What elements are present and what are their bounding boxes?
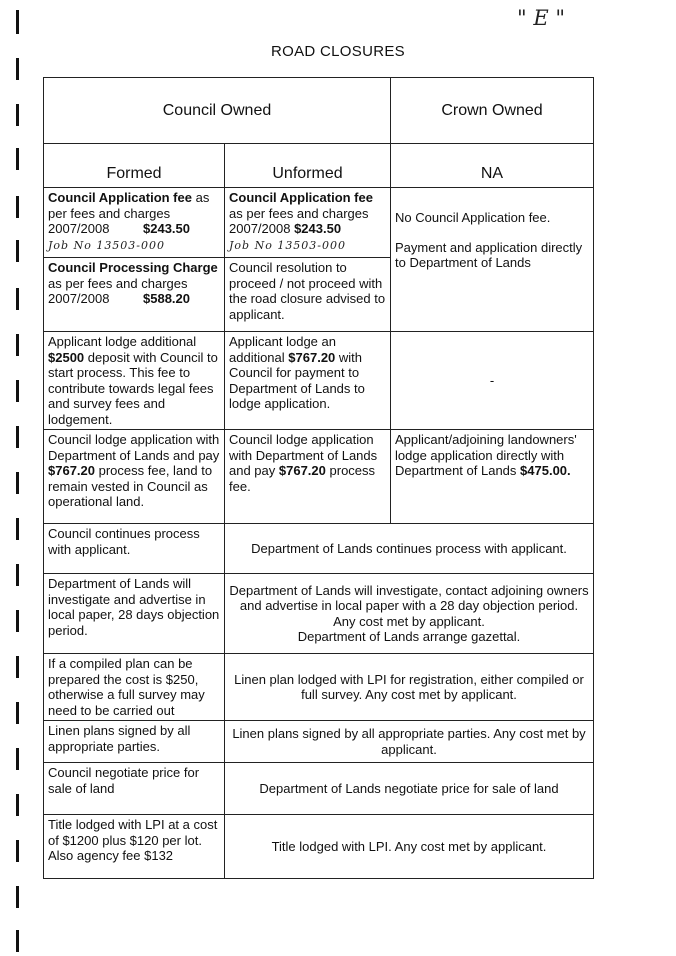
margin-mark (16, 564, 19, 586)
cell-crown-application-fee: No Council Application fee. Payment and application directly to Department of Lands (391, 188, 594, 332)
cell-formed-title-lodged: Title lodged with LPI at a cost of $1200 plus $120 per lot. Also agency fee $132 (44, 815, 225, 879)
cell-formed-linen-signed: Linen plans signed by all appropriate parties. (44, 721, 225, 763)
table-row (44, 78, 594, 144)
margin-mark (16, 58, 19, 80)
cell-formed-negotiate-price: Council negotiate price for sale of land (44, 763, 225, 815)
cell-crown-dash: - (391, 332, 594, 430)
margin-mark (16, 10, 19, 34)
margin-mark (16, 472, 19, 494)
margin-mark (16, 702, 19, 724)
page-title: ROAD CLOSURES (271, 43, 405, 60)
margin-mark (16, 840, 19, 862)
cell-crown-lodge-application: Applicant/adjoining landowners' lodge application directly with Department of Lands $475.00. (391, 430, 594, 524)
cell-unformed-resolution: Council resolution to proceed / not proceed with the road closure advised to applicant. (225, 258, 391, 332)
table-row (44, 815, 594, 879)
margin-mark (16, 196, 19, 218)
margin-mark (16, 380, 19, 402)
table-row (44, 574, 594, 654)
margin-mark (16, 288, 19, 310)
header-council-owned: Council Owned (44, 78, 391, 144)
table-row (44, 144, 594, 188)
cell-lands-negotiate-price: Department of Lands negotiate price for sale of land (225, 763, 594, 815)
margin-mark (16, 426, 19, 448)
cell-lands-continues: Department of Lands continues process with applicant. (225, 524, 594, 574)
table-row (44, 332, 594, 430)
header-crown-owned: Crown Owned (391, 78, 594, 144)
margin-mark (16, 104, 19, 126)
header-na: NA (391, 144, 594, 188)
cell-lands-linen-plan: Linen plan lodged with LPI for registration, either compiled or full survey. Any cost met by applicant. (225, 654, 594, 721)
header-formed: Formed (44, 144, 225, 188)
margin-mark (16, 240, 19, 262)
table-row (44, 430, 594, 524)
cell-formed-processing-charge: Council Processing Charge as per fees and charges 2007/2008 $588.20 (44, 258, 225, 332)
cell-unformed-additional-fee: Applicant lodge an additional $767.20 with Council for payment to Department of Lands to lodge application. (225, 332, 391, 430)
margin-mark (16, 886, 19, 908)
cell-formed-deposit: Applicant lodge additional $2500 deposit with Council to start process. This fee to contribute towards legal fees and survey fees and lodgement. (44, 332, 225, 430)
margin-mark (16, 610, 19, 632)
cell-formed-continues: Council continues process with applicant. (44, 524, 225, 574)
cell-lands-linen-signed: Linen plans signed by all appropriate parties. Any cost met by applicant. (225, 721, 594, 763)
handwritten-annotation: " E " (517, 6, 565, 30)
cell-formed-compiled-plan: If a compiled plan can be prepared the cost is $250, otherwise a full survey may need to be carried out (44, 654, 225, 721)
margin-mark (16, 148, 19, 170)
table-row (44, 524, 594, 574)
table-row (44, 654, 594, 721)
cell-formed-investigate: Department of Lands will investigate and advertise in local paper, 28 days objection period. (44, 574, 225, 654)
cell-unformed-application-fee: Council Application fee as per fees and charges 2007/2008 $243.50 Job No 13503-000 (225, 188, 391, 258)
margin-mark (16, 794, 19, 816)
margin-mark (16, 748, 19, 770)
cell-unformed-lodge-application: Council lodge application with Department of Lands and pay $767.20 process fee. (225, 430, 391, 524)
handwritten-job-number: Job No 13503-000 (48, 238, 166, 252)
margin-mark (16, 518, 19, 540)
cell-lands-investigate: Department of Lands will investigate, contact adjoining owners and advertise in local paper with a 28 day objection period. Any cost met by applicant. Department of Lands arrange gazettal. (225, 574, 594, 654)
cell-formed-application-fee: Council Application fee as per fees and charges 2007/2008 $243.50 Job No 13503-000 (44, 188, 225, 258)
table-row (44, 763, 594, 815)
cell-formed-lodge-application: Council lodge application with Department of Lands and pay $767.20 process fee, land to remain vested in Council as operational land. (44, 430, 225, 524)
header-unformed: Unformed (225, 144, 391, 188)
margin-mark (16, 334, 19, 356)
table-row (44, 188, 594, 258)
cell-lands-title-lodged: Title lodged with LPI. Any cost met by applicant. (225, 815, 594, 879)
table-row (44, 721, 594, 763)
handwritten-job-number: Job No 13503-000 (229, 238, 347, 252)
road-closures-table (43, 77, 594, 879)
margin-mark (16, 656, 19, 678)
margin-mark (16, 930, 19, 952)
